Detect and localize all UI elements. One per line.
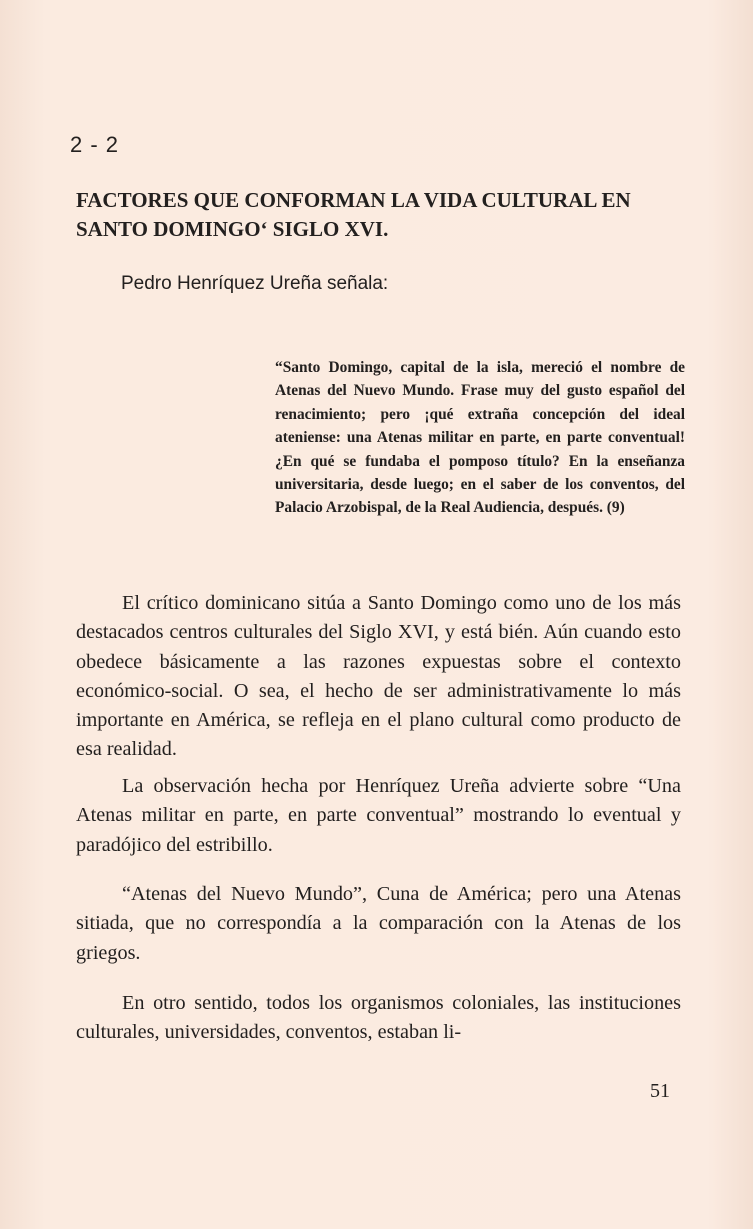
page-number: 51 — [650, 1080, 670, 1102]
chapter-title: FACTORES QUE CONFORMAN LA VIDA CULTURAL EN SANTO DOMINGO‘ SIGLO XVI. — [76, 188, 631, 241]
intro-line: Pedro Henríquez Ureña señala: — [121, 273, 389, 294]
paragraph-1: El crítico dominicano sitúa a Santo Domingo como uno de los más destacados centros culturales del Siglo XVI, y está bién. Aún cuando esto obedece básicamente a las razones expuestas sobre el contexto económico-social. O sea, el hecho de ser administrativamente lo más importante en América, se refleja en el plano cultural como producto de esa realidad. — [76, 592, 681, 761]
block-quote: “Santo Domingo, capital de la isla, mereció el nombre de Atenas del Nuevo Mundo. Frase muy del gusto español del renacimiento; pero ¡qué extraña concepción del ideal ateniense: una Atenas militar en parte, en parte conventual! ¿En qué se fundaba el pomposo título? En la enseñanza universitaria, desde luego; en el saber de los conventos, del Palacio Arzobispal, de la Real Audiencia, después. (9) — [275, 359, 685, 517]
paragraph-2: La observación hecha por Henríquez Ureña advierte sobre “Una Atenas militar en parte, en parte conventual” mostrando lo eventual y paradójico del estribillo. — [76, 775, 681, 856]
section-number: 2 - 2 — [70, 132, 120, 157]
paragraph-4: En otro sentido, todos los organismos coloniales, las instituciones culturales, universidades, conventos, estaban li- — [76, 992, 681, 1044]
paragraph-3: “Atenas del Nuevo Mundo”, Cuna de América; pero una Atenas sitiada, que no correspondía a la comparación con la Atenas de los griegos. — [76, 883, 681, 964]
